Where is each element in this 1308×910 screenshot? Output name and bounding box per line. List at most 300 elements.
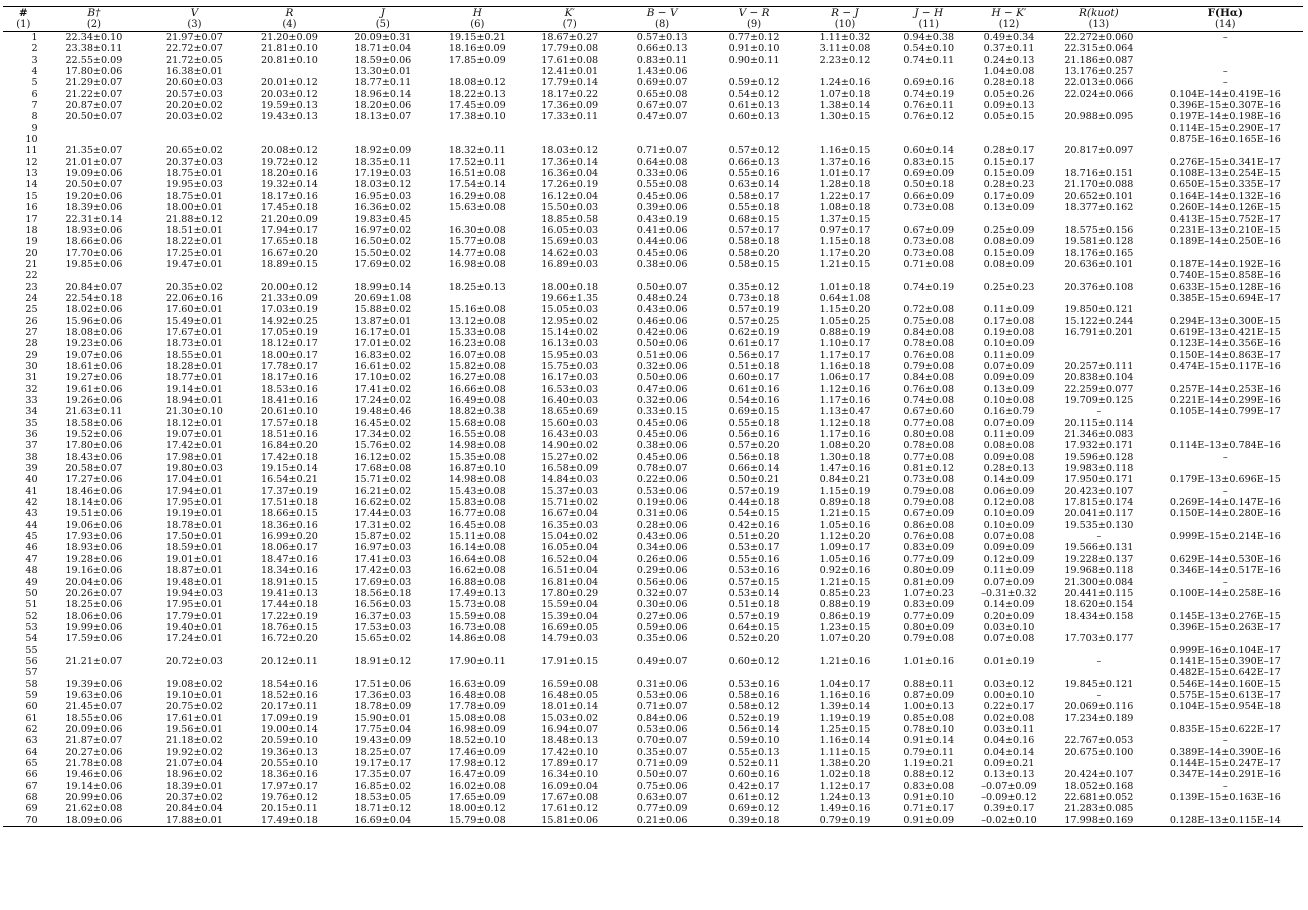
table-row <box>3 599 1303 610</box>
table-row <box>3 248 1303 259</box>
table-cell: 0.76±0.08 <box>903 531 955 543</box>
column-number-3: (3) <box>144 19 245 32</box>
table-cell: 0.57±0.17 <box>728 224 780 236</box>
table-cell: 19.535±0.130 <box>1064 519 1134 531</box>
table-cell: 0.57±0.19 <box>728 304 780 316</box>
table-cell: 0.57±0.25 <box>728 315 780 327</box>
table-cell: 16.84±0.20 <box>260 440 318 452</box>
table-cell <box>1050 758 1148 769</box>
table-cell: 0.69±0.12 <box>728 803 780 815</box>
table-cell: 18.377±0.162 <box>1064 202 1134 214</box>
table-cell <box>334 134 432 145</box>
table-cell: 17.27±0.06 <box>65 474 123 486</box>
table-cell: 0.57±0.12 <box>728 145 780 157</box>
table-cell: 1.16±0.18 <box>819 360 871 372</box>
table-cell: 0.08±0.09 <box>983 258 1035 270</box>
table-cell: 17.69±0.03 <box>354 576 412 588</box>
table-cell <box>1050 293 1148 304</box>
table-cell: 19.596±0.128 <box>1064 451 1134 463</box>
table-cell: 0.100E–14±0.258E–16 <box>1169 587 1281 599</box>
table-cell: 19.01±0.01 <box>166 553 223 565</box>
table-cell: 19.845±0.121 <box>1064 678 1134 690</box>
table-cell: 0.64±1.08 <box>819 292 871 304</box>
table-cell: 18.59±0.01 <box>166 542 223 554</box>
table-cell: 0.00±0.10 <box>983 689 1035 701</box>
table-cell: 0.71±0.07 <box>636 701 688 713</box>
table-cell: 19.06±0.06 <box>65 519 123 531</box>
table-cell: 0.34±0.06 <box>636 542 688 554</box>
table-cell: 18.76±0.15 <box>260 621 318 633</box>
table-cell: 18.12±0.17 <box>260 338 318 350</box>
table-cell: 0.57±0.19 <box>728 610 780 622</box>
table-cell: 0.12±0.08 <box>983 497 1035 509</box>
table-cell: 16.87±0.10 <box>448 463 506 475</box>
table-cell: 17.61±0.12 <box>541 803 599 815</box>
table-cell: 0.89±0.18 <box>819 497 871 509</box>
table-cell: 18.36±0.16 <box>260 519 318 531</box>
table-cell: 13.176±0.257 <box>1064 66 1134 78</box>
table-cell: 15.71±0.02 <box>354 474 412 486</box>
table-cell: 0.189E–14±0.250E–16 <box>1169 236 1281 248</box>
table-cell: 1.02±0.18 <box>819 769 871 781</box>
table-cell: 15.39±0.04 <box>541 610 599 622</box>
table-cell: 16.17±0.03 <box>541 372 599 384</box>
table-cell: 19.17±0.17 <box>354 758 412 769</box>
table-cell: 18.34±0.16 <box>260 565 318 577</box>
table-cell: 19.15±0.14 <box>260 463 318 475</box>
table-cell: 1.38±0.20 <box>819 758 871 769</box>
table-cell: 27 <box>25 326 38 338</box>
table-cell <box>432 123 523 134</box>
table-cell: 0.56±0.06 <box>636 576 688 588</box>
table-cell <box>708 134 800 145</box>
table-cell: 14.90±0.02 <box>541 440 599 452</box>
table-cell: 18.16±0.09 <box>448 43 506 55</box>
table-cell: 3.11±0.08 <box>819 43 871 55</box>
table-cell: –0.02±0.10 <box>968 815 1050 827</box>
table-cell <box>890 667 968 678</box>
table-cell: 17.46±0.09 <box>448 746 506 758</box>
table-cell: 0.09±0.09 <box>983 542 1035 554</box>
table-cell: 17.90±0.11 <box>448 655 506 667</box>
table-cell: 0.22±0.06 <box>636 474 688 486</box>
table-cell: 19.85±0.06 <box>65 258 123 270</box>
table-cell: 1.21±0.15 <box>819 258 871 270</box>
table-cell: 0.53±0.06 <box>636 689 688 701</box>
table-cell: 17.78±0.09 <box>448 701 506 713</box>
table-cell: 17.75±0.04 <box>354 723 412 735</box>
table-cell <box>1148 372 1303 383</box>
table-cell: 16.51±0.04 <box>541 565 599 577</box>
table-cell: 17.49±0.18 <box>245 815 334 827</box>
table-cell: 0.179E–13±0.696E–15 <box>1169 474 1281 486</box>
table-cell: 1.08±0.18 <box>819 202 871 214</box>
table-row <box>3 542 1303 553</box>
table-cell: 0.629E–14±0.530E–16 <box>1169 553 1281 565</box>
column-number-row <box>3 19 1303 32</box>
table-cell: 17.41±0.03 <box>354 553 412 565</box>
table-cell: 0.80±0.09 <box>903 565 955 577</box>
table-cell: 16.97±0.02 <box>354 224 412 236</box>
table-cell: 0.09±0.21 <box>983 758 1035 769</box>
table-cell: 0.44±0.18 <box>728 497 780 509</box>
table-cell: 0.79±0.08 <box>903 360 955 372</box>
table-cell: 0.04±0.14 <box>983 746 1035 758</box>
column-header-2: B† <box>44 7 145 20</box>
table-cell <box>1148 520 1303 531</box>
table-cell: 0.11±0.09 <box>983 349 1035 361</box>
table-cell: 38 <box>25 451 38 463</box>
column-number-5: (5) <box>334 19 432 32</box>
table-cell: 20.81±0.10 <box>260 54 318 66</box>
table-cell: 19.850±0.121 <box>1064 304 1134 316</box>
table-row <box>3 214 1303 225</box>
table-cell: 0.50±0.21 <box>728 474 780 486</box>
table-cell: 16.35±0.03 <box>541 519 599 531</box>
table-cell: 0.73±0.08 <box>903 474 955 486</box>
table-cell: 18.20±0.16 <box>260 168 318 180</box>
table-cell: 19.39±0.06 <box>65 678 123 690</box>
table-cell: 0.51±0.06 <box>636 349 688 361</box>
table-cell: 0.79±0.19 <box>800 815 889 827</box>
table-cell: 0.61±0.13 <box>728 100 780 112</box>
table-cell: 0.77±0.09 <box>636 803 688 815</box>
table-cell: 15 <box>25 190 38 202</box>
table-cell: 17.37±0.19 <box>260 485 318 497</box>
table-cell: 1.05±0.25 <box>819 315 871 327</box>
table-cell <box>616 645 707 656</box>
table-cell: 0.164E–14±0.132E–16 <box>1169 190 1281 202</box>
table-cell: 0.59±0.06 <box>636 621 688 633</box>
table-cell: 15.50±0.03 <box>541 202 599 214</box>
table-row <box>3 803 1303 814</box>
table-cell: 15.59±0.04 <box>541 599 599 611</box>
table-cell: 15.33±0.08 <box>448 326 506 338</box>
table-cell: 65 <box>25 758 38 769</box>
column-header-1: # <box>3 7 44 20</box>
table-cell <box>144 123 245 134</box>
table-cell: 18.06±0.17 <box>260 542 318 554</box>
table-cell <box>44 123 145 134</box>
table-row <box>3 89 1303 100</box>
table-cell: 0.85±0.08 <box>903 712 955 724</box>
table-cell: 0.11±0.09 <box>983 304 1035 316</box>
table-cell <box>1050 350 1148 361</box>
table-cell: 0.45±0.06 <box>636 190 688 202</box>
table-cell: 15.69±0.03 <box>541 236 599 248</box>
table-cell: 0.76±0.12 <box>903 111 955 123</box>
column-header-7: K′ <box>523 7 616 20</box>
table-cell: 21.88±0.12 <box>166 213 223 225</box>
table-cell: 41 <box>25 485 38 497</box>
table-cell: 17.05±0.19 <box>260 326 318 338</box>
table-cell: 21.81±0.10 <box>260 43 318 55</box>
table-cell: 22.681±0.052 <box>1064 792 1134 804</box>
table-cell: 16.36±0.04 <box>541 168 599 180</box>
table-cell: 0.86±0.19 <box>819 610 871 622</box>
table-cell: 18.28±0.01 <box>166 360 223 372</box>
table-cell: 18.85±0.58 <box>541 213 599 225</box>
table-cell: 0.58±0.18 <box>728 236 780 248</box>
table-cell: 0.84±0.21 <box>819 474 871 486</box>
table-cell: 0.53±0.14 <box>728 587 780 599</box>
table-cell: 19.27±0.06 <box>65 372 123 384</box>
column-header-13: R(kuot) <box>1050 7 1148 20</box>
table-cell <box>616 270 707 281</box>
table-cell: 0.276E–15±0.341E–17 <box>1169 156 1281 168</box>
table-cell: 20.09±0.06 <box>65 723 123 735</box>
table-cell: 17.26±0.19 <box>541 179 599 191</box>
table-cell: 0.60±0.12 <box>728 655 780 667</box>
table-cell: 17.68±0.08 <box>354 463 412 475</box>
table-cell: 1.43±0.06 <box>636 66 688 78</box>
table-cell: 19.47±0.01 <box>166 258 223 270</box>
table-cell: 0.77±0.08 <box>903 417 955 429</box>
table-cell: 17.98±0.12 <box>448 758 506 769</box>
table-cell: 15.79±0.08 <box>432 815 523 827</box>
table-cell: 18.25±0.07 <box>354 746 412 758</box>
table-cell: 15.76±0.02 <box>354 440 412 452</box>
table-cell: 17.50±0.01 <box>166 531 223 543</box>
table-cell: 1.39±0.14 <box>819 701 871 713</box>
table-cell: 0.91±0.09 <box>890 815 968 827</box>
table-cell: 0.28±0.18 <box>983 77 1035 89</box>
table-cell: 17.42±0.01 <box>166 440 223 452</box>
table-cell: 0.70±0.07 <box>636 735 688 747</box>
table-cell: 16.07±0.08 <box>448 349 506 361</box>
table-cell: 16.62±0.08 <box>448 565 506 577</box>
table-cell: 0.67±0.60 <box>903 406 955 418</box>
table-cell: 0.64±0.15 <box>728 621 780 633</box>
table-cell: 1.24±0.13 <box>819 792 871 804</box>
table-cell: 0.71±0.08 <box>903 258 955 270</box>
table-cell: 20.424±0.107 <box>1064 769 1134 781</box>
table-cell: 1.47±0.16 <box>819 463 871 475</box>
table-cell: 17.42±0.03 <box>354 565 412 577</box>
table-cell: 32 <box>25 383 38 395</box>
table-cell: 20.59±0.10 <box>260 735 318 747</box>
table-cell <box>44 134 145 145</box>
table-cell: 18.73±0.01 <box>166 338 223 350</box>
table-cell: 16.29±0.08 <box>448 190 506 202</box>
table-cell: 0.11±0.09 <box>983 429 1035 441</box>
table-cell <box>708 270 800 281</box>
table-row <box>3 508 1303 519</box>
table-cell <box>523 123 616 134</box>
table-cell: 1.12±0.16 <box>819 383 871 395</box>
table-cell: 20.37±0.02 <box>166 792 223 804</box>
table-cell <box>1148 43 1303 54</box>
table-cell: 0.221E–14±0.299E–16 <box>1169 395 1281 406</box>
table-cell: 19.66±1.35 <box>541 292 599 304</box>
table-row <box>3 338 1303 349</box>
table-cell: 16.51±0.08 <box>448 168 506 180</box>
table-cell <box>1050 100 1148 111</box>
table-cell: 0.77±0.09 <box>903 610 955 622</box>
table-cell: 20.65±0.02 <box>166 145 223 157</box>
table-cell: 17.42±0.18 <box>260 451 318 463</box>
table-cell: 15.05±0.03 <box>541 304 599 316</box>
table-cell: 13 <box>25 168 38 180</box>
table-cell: 20.37±0.03 <box>166 156 223 168</box>
table-cell: 18.09±0.06 <box>44 815 145 827</box>
table-cell: 20.441±0.115 <box>1064 587 1134 599</box>
table-cell: 16.34±0.10 <box>541 769 599 781</box>
table-cell: 0.740E–15±0.858E–16 <box>1169 270 1281 282</box>
table-cell: 20.838±0.104 <box>1064 372 1134 384</box>
table-cell: 16.49±0.08 <box>448 395 506 406</box>
table-cell: 16.69±0.04 <box>334 815 432 827</box>
table-cell: 0.45±0.06 <box>636 451 688 463</box>
table-cell: 19.08±0.02 <box>166 678 223 690</box>
table-cell: 17.22±0.19 <box>260 610 318 622</box>
table-cell: 0.88±0.19 <box>819 326 871 338</box>
table-cell: 0.76±0.08 <box>903 383 955 395</box>
table-cell: 0.65±0.08 <box>636 88 688 100</box>
table-cell: 16.58±0.09 <box>541 463 599 475</box>
table-cell: 17.61±0.01 <box>166 712 223 724</box>
photometry-table-container <box>3 6 1303 827</box>
table-cell: 16.83±0.02 <box>354 349 412 361</box>
table-cell: 18.22±0.01 <box>166 236 223 248</box>
table-cell: 17.65±0.09 <box>448 792 506 804</box>
table-cell: 17.93±0.06 <box>65 531 123 543</box>
table-cell: 16.72±0.20 <box>260 633 318 645</box>
table-cell: 17.80±0.06 <box>65 66 123 78</box>
table-cell: 17.998±0.169 <box>1050 815 1148 827</box>
table-cell: 18.82±0.38 <box>448 406 506 418</box>
column-number-9: (9) <box>708 19 800 32</box>
table-cell <box>432 293 523 304</box>
table-cell: 16.54±0.21 <box>260 474 318 486</box>
table-cell: 9 <box>31 122 38 134</box>
table-cell: 20.84±0.07 <box>65 281 123 293</box>
table-cell: 0.231E–13±0.210E–15 <box>1169 224 1281 236</box>
table-cell: 16.45±0.08 <box>448 519 506 531</box>
table-cell: 0.11±0.09 <box>983 565 1035 577</box>
table-cell: 21.18±0.02 <box>166 735 223 747</box>
table-cell: 17.53±0.03 <box>354 621 412 633</box>
table-cell: 19.968±0.118 <box>1064 565 1134 577</box>
table-cell: 18.08±0.06 <box>65 326 123 338</box>
table-cell: 0.413E–15±0.752E–17 <box>1169 213 1281 225</box>
table-cell: 0.05±0.26 <box>983 88 1035 100</box>
table-cell: 16.12±0.02 <box>354 451 412 463</box>
table-cell: 31 <box>25 372 38 384</box>
table-row <box>3 588 1303 599</box>
table-cell: 19.983±0.118 <box>1064 463 1134 475</box>
table-cell: 1.17±0.16 <box>819 395 871 406</box>
table-cell: 0.999E–15±0.214E–16 <box>1169 531 1281 543</box>
table-cell: 1.00±0.13 <box>903 701 955 713</box>
table-cell <box>432 667 523 678</box>
table-cell: 20.26±0.07 <box>65 587 123 599</box>
table-cell: 20.115±0.114 <box>1064 417 1134 429</box>
table-cell: – <box>1222 485 1228 497</box>
table-cell: 0.51±0.18 <box>728 360 780 372</box>
table-cell: 0.14±0.09 <box>983 599 1035 611</box>
table-cell: 15.87±0.02 <box>354 531 412 543</box>
table-row <box>3 554 1303 565</box>
table-cell: 18.66±0.15 <box>260 508 318 520</box>
table-cell: 18.36±0.16 <box>260 769 318 781</box>
table-cell: 17.85±0.09 <box>448 54 506 66</box>
table-cell <box>616 123 707 134</box>
table-cell: 19.48±0.01 <box>166 576 223 588</box>
table-row <box>3 645 1303 656</box>
column-number-10: (10) <box>800 19 889 32</box>
table-cell: 16.73±0.08 <box>448 621 506 633</box>
table-cell: 0.123E–14±0.356E–16 <box>1169 338 1281 350</box>
table-cell: 1.16±0.16 <box>819 689 871 701</box>
table-cell <box>890 214 968 225</box>
table-cell: 67 <box>25 780 38 792</box>
table-cell <box>1148 145 1303 156</box>
table-cell: 17.44±0.03 <box>354 508 412 520</box>
table-cell: 0.76±0.08 <box>903 349 955 361</box>
table-cell <box>1050 157 1148 168</box>
table-cell: 15.14±0.02 <box>541 326 599 338</box>
table-cell: 50 <box>25 587 38 599</box>
table-cell: 0.58±0.12 <box>728 701 780 713</box>
table-cell: 16.98±0.09 <box>448 723 506 735</box>
table-row <box>3 656 1303 667</box>
table-cell: 64 <box>25 746 38 758</box>
table-cell: 21 <box>25 258 38 270</box>
table-cell <box>334 667 432 678</box>
table-cell: 1.05±0.16 <box>819 553 871 565</box>
table-cell <box>1050 123 1148 134</box>
table-cell <box>523 134 616 145</box>
table-cell: 18.02±0.06 <box>65 304 123 316</box>
table-cell: 0.07±0.09 <box>983 360 1035 372</box>
table-cell: 16.62±0.02 <box>354 497 412 509</box>
table-cell: 15.77±0.08 <box>448 236 506 248</box>
table-cell: 16.23±0.08 <box>448 338 506 350</box>
table-cell: 0.91±0.10 <box>903 792 955 804</box>
column-header-4: R <box>245 7 334 20</box>
table-cell <box>432 134 523 145</box>
table-row <box>3 293 1303 304</box>
table-cell: 59 <box>25 689 38 701</box>
table-cell <box>1050 338 1148 349</box>
table-cell <box>890 123 968 134</box>
table-cell: 15.49±0.01 <box>166 315 223 327</box>
table-cell: 62 <box>25 723 38 735</box>
table-cell: 1.01±0.17 <box>819 168 871 180</box>
table-row <box>3 429 1303 440</box>
table-cell: –0.31±0.32 <box>981 587 1037 599</box>
table-cell: 20.03±0.02 <box>166 111 223 123</box>
table-cell: 2.23±0.12 <box>819 54 871 66</box>
table-cell: 17.69±0.02 <box>354 258 412 270</box>
table-cell: 0.56±0.16 <box>728 429 780 441</box>
table-cell: 69 <box>25 803 38 815</box>
table-cell: 14.98±0.08 <box>448 474 506 486</box>
table-cell: 17.36±0.03 <box>354 689 412 701</box>
table-cell: 16.38±0.01 <box>166 66 223 78</box>
table-cell: 12.95±0.02 <box>541 315 599 327</box>
table-cell: 0.24±0.13 <box>983 54 1035 66</box>
table-cell: 0.91±0.14 <box>903 735 955 747</box>
table-cell: 1.06±0.17 <box>819 372 871 384</box>
table-cell: 0.05±0.15 <box>983 111 1035 123</box>
table-cell: 17.52±0.11 <box>448 156 506 168</box>
table-cell: 0.22±0.17 <box>983 701 1035 713</box>
table-cell: 0.48±0.24 <box>636 292 688 304</box>
table-cell: 15.04±0.02 <box>541 531 599 543</box>
table-cell: 0.84±0.08 <box>903 326 955 338</box>
